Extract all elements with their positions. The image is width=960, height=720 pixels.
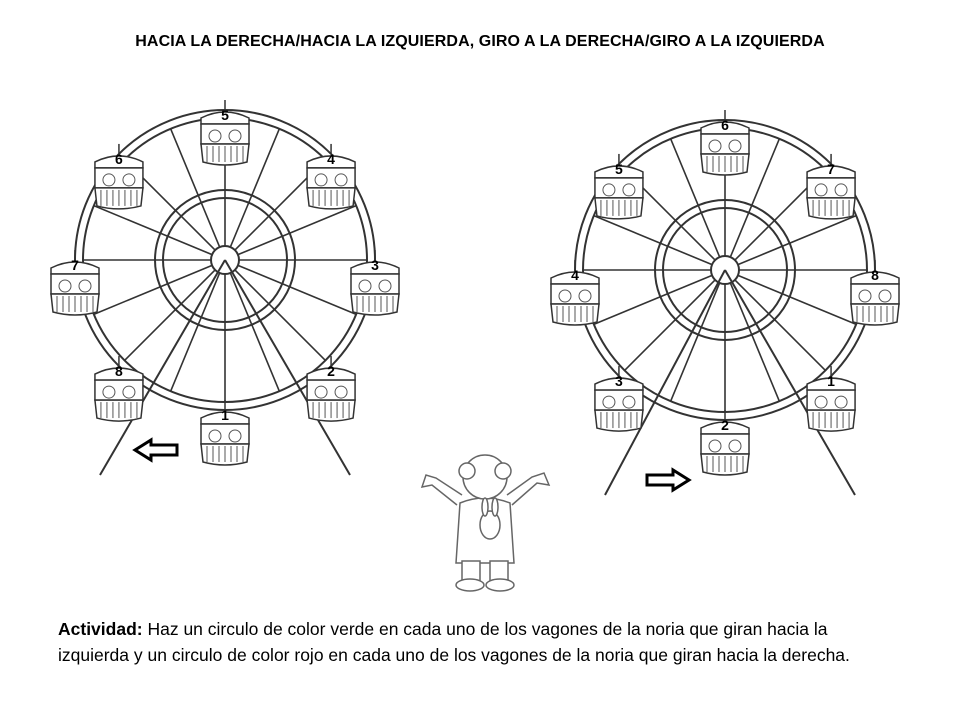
cabin-3[interactable]: [595, 366, 643, 431]
cabin-number: 2: [721, 417, 729, 433]
worksheet-title: HACIA LA DERECHA/HACIA LA IZQUIERDA, GIRO A LA DERECHA/GIRO A LA IZQUIERDA: [135, 33, 825, 50]
cabin-number: 8: [871, 267, 879, 283]
cabin-number: 7: [71, 257, 79, 273]
cabin-8[interactable]: [95, 356, 143, 421]
activity-instructions: [58, 616, 878, 668]
cabin-number: 5: [615, 160, 623, 177]
ferris-wheel-left: [20, 90, 440, 490]
cabin-number: 4: [327, 150, 335, 167]
cabin-number: 6: [721, 117, 729, 133]
cabin-number: 3: [615, 373, 623, 390]
cabin-6[interactable]: [95, 144, 143, 209]
cabin-number: 3: [371, 257, 379, 273]
cabin-5[interactable]: [201, 100, 249, 165]
activity-label: Actividad:: [58, 619, 143, 639]
cabin-7[interactable]: [807, 154, 855, 219]
cabin-number: 5: [221, 107, 229, 123]
cabin-number: 1: [221, 407, 229, 423]
activity-text: Haz un circulo de color verde en cada uno de los vagones de la noria que giran hacia la izquierda y un circulo de color rojo en cada uno de los vagones de la noria que giran hacia la derecha.: [58, 619, 850, 665]
cabin-number: 8: [115, 363, 123, 380]
cabin-number: 2: [327, 363, 335, 380]
cabin-4[interactable]: [307, 144, 355, 209]
cabin-number: 7: [827, 160, 835, 177]
child-illustration: [412, 445, 557, 595]
cabin-number: 4: [571, 267, 579, 283]
cabin-number: 6: [115, 150, 123, 167]
cabin-1[interactable]: [807, 366, 855, 431]
cabin-2[interactable]: [307, 356, 355, 421]
arrow-left-icon: [135, 440, 177, 460]
arrow-right-icon: [647, 470, 689, 490]
cabin-6[interactable]: [701, 110, 749, 175]
cabin-5[interactable]: [595, 154, 643, 219]
cabin-number: 1: [827, 373, 835, 390]
ferris-wheel-right: [530, 110, 950, 510]
